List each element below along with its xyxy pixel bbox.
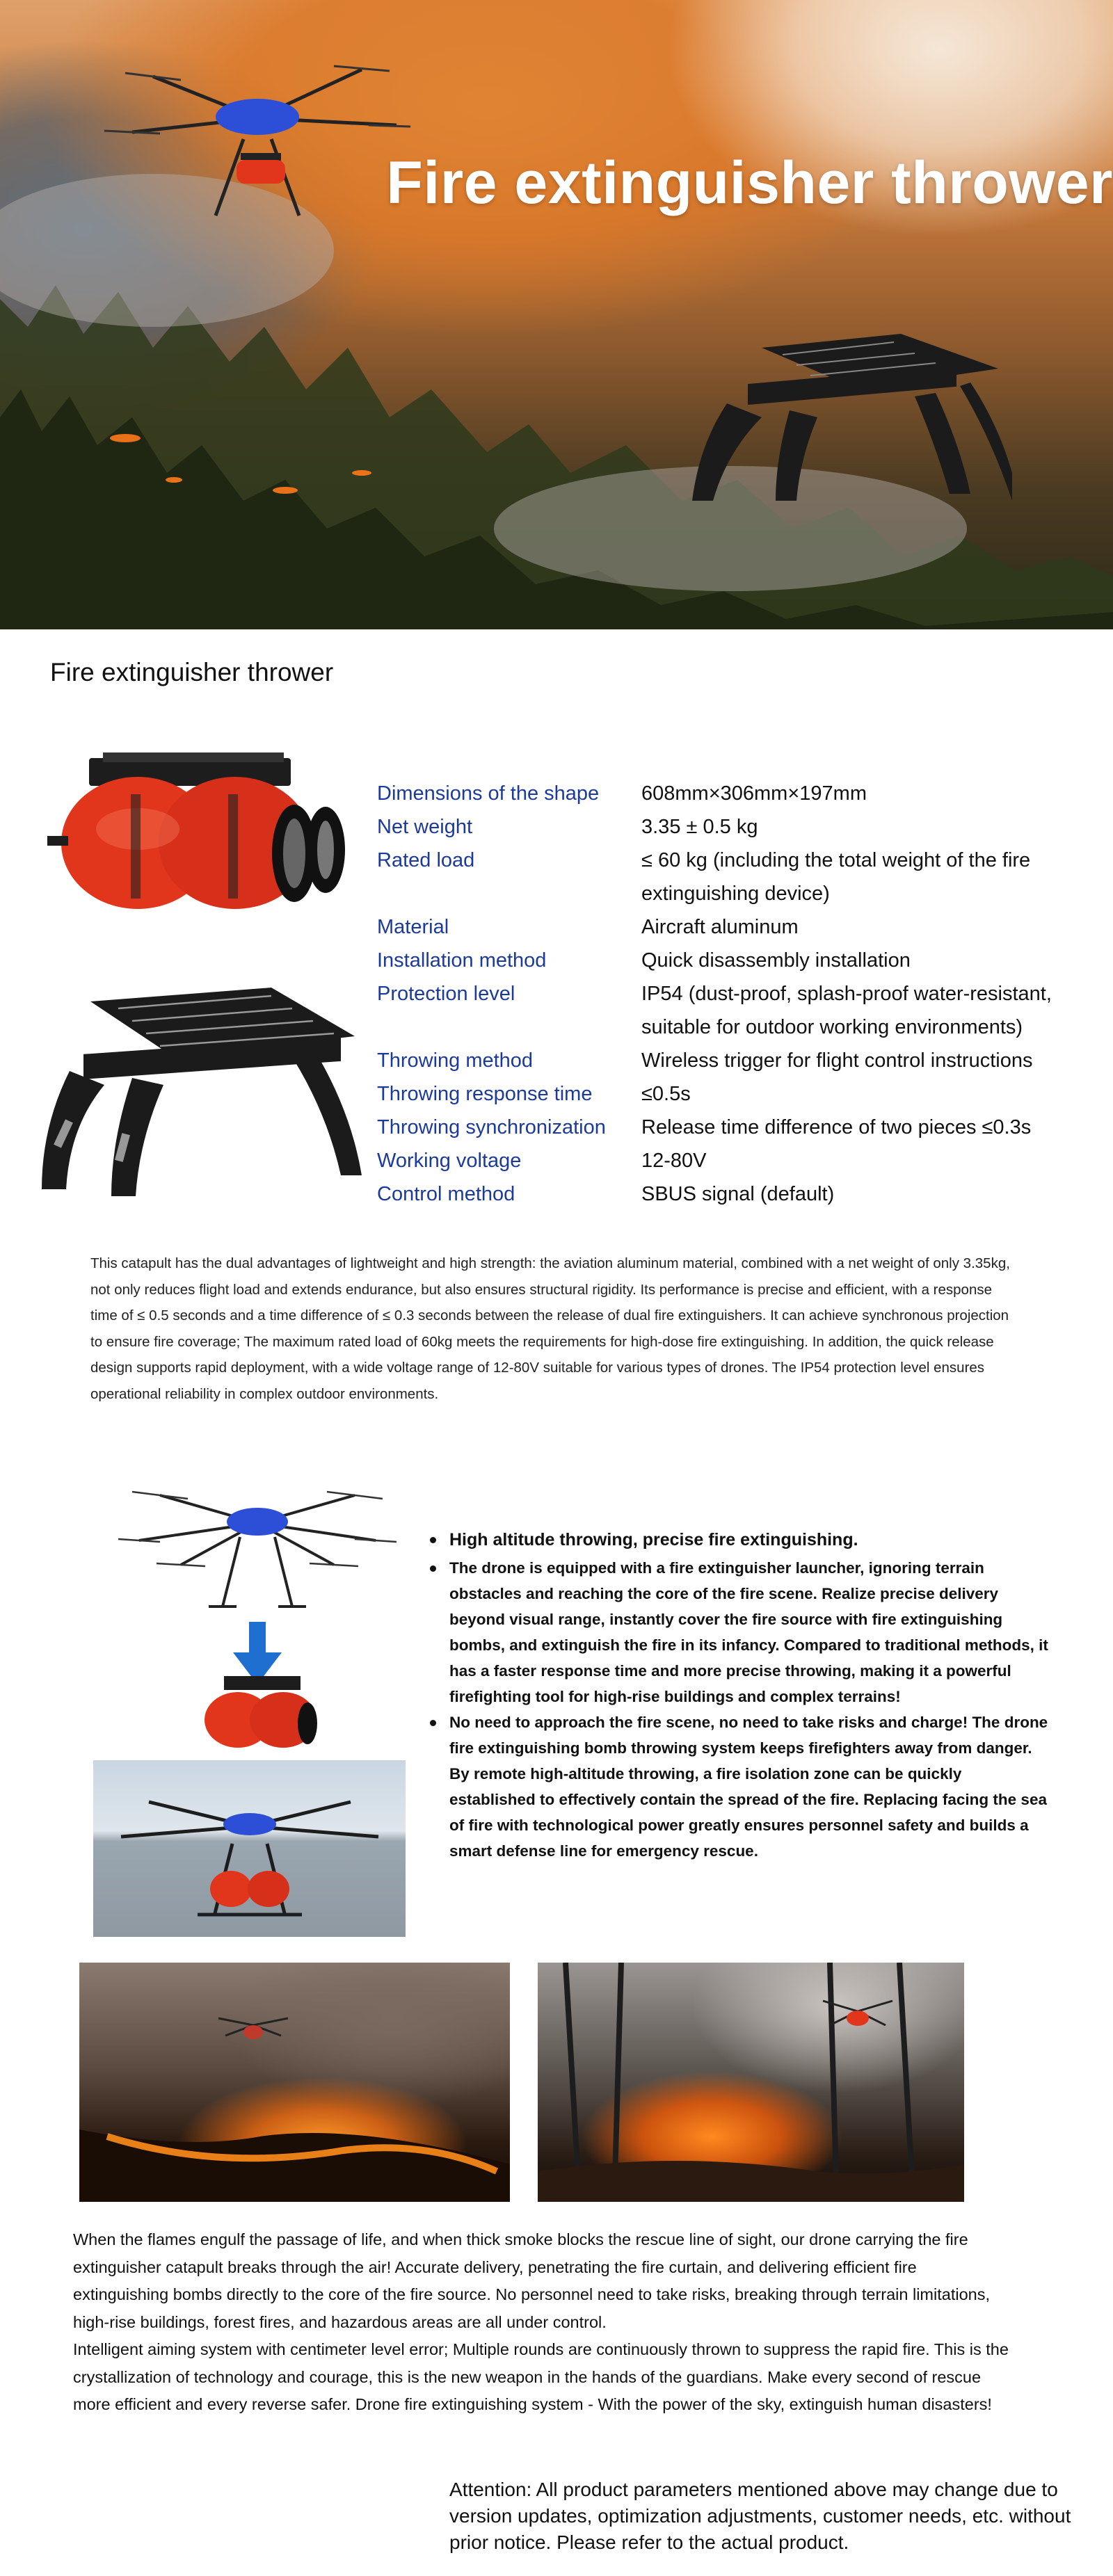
hero-banner [0, 0, 1113, 629]
woodland-fire-photo [538, 1963, 964, 2202]
spec-row-control-method [377, 1177, 1087, 1211]
story-text [73, 2226, 1012, 2419]
spec-row-material [377, 910, 1087, 944]
spec-row-dimensions [377, 777, 1087, 810]
spec-value: Wireless trigger for flight control instructions [641, 1049, 1033, 1072]
hero-title: Fire extinguisher thrower [386, 150, 1113, 216]
spec-label: Protection level [377, 983, 515, 1005]
spec-row-net-weight [377, 810, 1087, 844]
spec-label: Control method [377, 1183, 515, 1205]
spec-label: Rated load [377, 849, 475, 871]
spec-value: IP54 (dust-proof, splash-proof water-resistant, suitable for outdoor working environments) [641, 983, 1052, 1038]
spec-label: Working voltage [377, 1150, 522, 1172]
spec-value: 12-80V [641, 1150, 707, 1172]
spec-label: Throwing response time [377, 1083, 593, 1105]
story-paragraph: When the flames engulf the passage of life, and when thick smoke blocks the rescue line of sight, our drone carrying the fire extinguisher catapult breaks through the air! Accurate delivery, penetrating the fire curtain, and delivering efficient fire extinguishing bombs directly to the core of the fire source. No personnel need to take risks, breaking through terrain limitations, high-rise buildings, forest fires, and hazardous areas are all under control. [73, 2230, 990, 2331]
fire-drone-illustration [538, 1963, 964, 2202]
spec-row-synchronization [377, 1111, 1087, 1144]
ground-drone-illustration [93, 1760, 406, 1937]
hexacopter-illustration [118, 1460, 397, 1620]
spec-row-voltage [377, 1144, 1087, 1177]
extinguisher-pod-small-illustration [196, 1675, 321, 1751]
spec-label: Installation method [377, 949, 547, 972]
spec-row-protection [377, 977, 1087, 1044]
spec-value: SBUS signal (default) [641, 1183, 835, 1205]
story-paragraph: Intelligent aiming system with centimeter level error; Multiple rounds are continuously thrown to suppress the rapid fire. This is the crystallization of technology and courage, this is the new weapon in the hands of the guardians. Make every second of rescue more efficient and every reverse safer. Drone fire extinguishing system - With the power of the sky, extinguish human disasters! [73, 2340, 1009, 2413]
feature-list [426, 1524, 1052, 1864]
spec-label: Throwing method [377, 1049, 534, 1072]
spec-label: Material [377, 916, 449, 938]
drone-illustration [104, 28, 410, 250]
fire-drone-illustration [79, 1963, 510, 2202]
spec-row-installation [377, 944, 1087, 977]
forest-fire-photo [79, 1963, 510, 2202]
spec-value: Quick disassembly installation [641, 949, 911, 972]
spec-row-throwing-method [377, 1044, 1087, 1077]
spec-value: 608mm×306mm×197mm [641, 782, 867, 805]
spec-label: Throwing synchronization [377, 1116, 606, 1138]
spec-value: Release time difference of two pieces ≤0.3s [641, 1116, 1032, 1138]
spec-label: Dimensions of the shape [377, 782, 600, 805]
list-item: No need to approach the fire scene, no need to take risks and charge! The drone fire extinguishing bomb throwing system keeps firefighters away from danger. By remote high-altitude throwing, a fire isolation zone can be quickly established to effectively contain the spread of the fire. Replacing facing the sea of fire with technological power greatly ensures personnel safety and builds a smart defense line for emergency rescue. [426, 1709, 1052, 1864]
section-title: Fire extinguisher thrower [50, 658, 334, 686]
list-item: High altitude throwing, precise fire extinguishing. [426, 1524, 1052, 1555]
list-item: The drone is equipped with a fire extinguisher launcher, ignoring terrain obstacles and reaching the core of the fire scene. Realize precise delivery beyond visual range, instantly cover the fire source with fire extinguishing bombs, and extinguish the fire in its infancy. Compared to traditional methods, it has a faster response time and more precise throwing, making it a powerful firefighting tool for high-rise buildings and complex terrains! [426, 1555, 1052, 1709]
spec-table [377, 777, 1087, 1211]
spec-row-rated-load [377, 844, 1087, 910]
spec-value: ≤0.5s [641, 1083, 691, 1105]
drone-ground-photo [93, 1760, 406, 1937]
spec-value: Aircraft aluminum [641, 916, 799, 938]
spec-value: 3.35 ± 0.5 kg [641, 816, 758, 838]
spec-row-response-time [377, 1077, 1087, 1111]
product-description: This catapult has the dual advantages of lightweight and high strength: the aviation aluminum material, combined with a net weight of only 3.35kg, not only reduces flight load and extends endurance, but also ensures structural rigidity. Its performance is precise and efficient, with a response time of ≤ 0.5 seconds and a time difference of ≤ 0.3 seconds between the release of dual fire extinguishers. It can achieve synchronous projection to ensure fire coverage; The maximum rated load of 60kg meets the requirements for high-dose fire extinguishing. In addition, the quick release design supports rapid deployment, with a wide voltage range of 12-80V suitable for various types of drones. The IP54 protection level ensures operational reliability in complex outdoor environments. [90, 1255, 1010, 1402]
launcher-frame-illustration [42, 981, 362, 1203]
launcher-frame-illustration [685, 327, 1012, 522]
extinguisher-pod-illustration [33, 752, 339, 933]
attention-notice: Attention: All product parameters mentioned above may change due to version updates, optimization adjustments, customer needs, etc. without prior notice. Please refer to the actual product. [449, 2479, 1071, 2553]
spec-value: ≤ 60 kg (including the total weight of the fire extinguishing device) [641, 849, 1031, 905]
spec-label: Net weight [377, 816, 473, 838]
